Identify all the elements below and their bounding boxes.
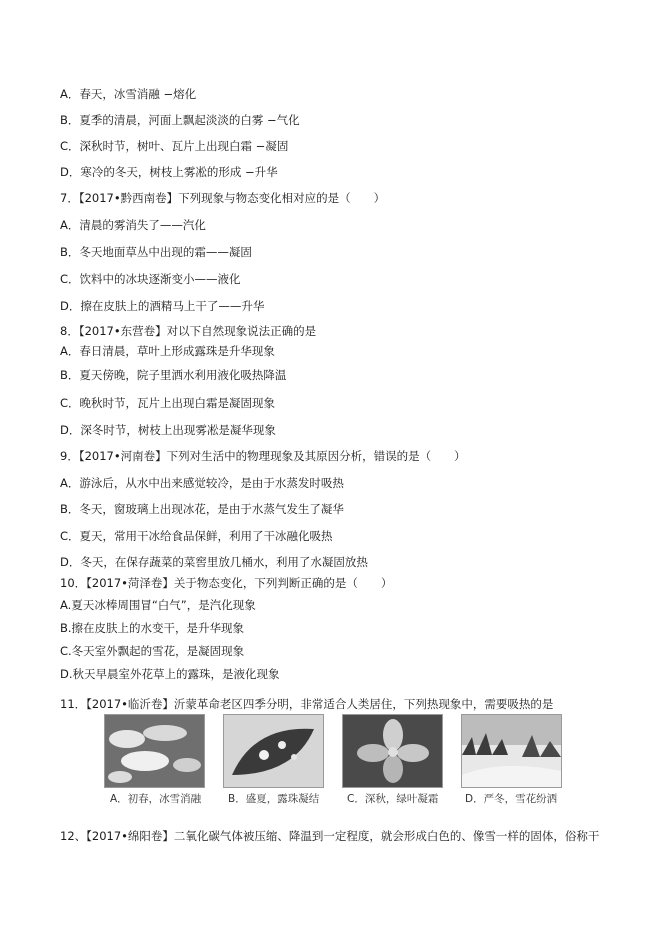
option-line: C.冬天室外飘起的雪花，是凝固现象 — [60, 644, 245, 658]
option-line: D.秋天早晨室外花草上的露珠，是液化现象 — [60, 667, 280, 681]
option-line: B.擦在皮肤上的水变干，是升华现象 — [60, 621, 245, 635]
photo-caption: A．初春，冰雪消融 — [110, 793, 202, 805]
question-12: 12、【2017•绵阳卷】二氧化碳气体被压缩、降温到一定程度，就会形成白色的、像雪一样的固体，俗称干 — [60, 829, 600, 843]
option-line: B．冬天，窗玻璃上出现冰花，是由于水蒸气发生了凝华 — [60, 502, 344, 516]
option-line: A．游泳后，从水中出来感觉较冷，是由于水蒸发时吸热 — [60, 476, 344, 490]
option-line: D．寒冷的冬天，树枝上雾凇的形成 −升华 — [60, 165, 278, 179]
option-line: B．夏季的清晨，河面上飘起淡淡的白雾 −气化 — [60, 113, 300, 127]
option-line: D．冬天，在保存蔬菜的菜窖里放几桶水，利用了水凝固放热 — [60, 555, 368, 569]
photo-snow-landscape — [461, 714, 562, 788]
option-line: D．深冬时节，树枝上出现雾凇是凝华现象 — [60, 423, 276, 437]
question-11: 11．【2017•临沂卷】沂蒙革命老区四季分明，非常适合人类居住，下列热现象中，需要吸热的是 — [60, 697, 554, 711]
question-9: 9．【2017•河南卷】下列对生活中的物理现象及其原因分析，错误的是（ ） — [60, 449, 466, 463]
option-line: C．晚秋时节，瓦片上出现白霜是凝固现象 — [60, 396, 276, 410]
option-line: C．夏天，常用干冰给食品保鲜，利用了干冰融化吸热 — [60, 529, 333, 543]
option-line: A．春日清晨，草叶上形成露珠是升华现象 — [60, 344, 275, 358]
photo-caption: B．盛夏，露珠凝结 — [228, 793, 320, 805]
option-line: D．擦在皮肤上的酒精马上干了——升华 — [60, 299, 265, 313]
photo-caption: C．深秋，绿叶凝霜 — [347, 793, 439, 805]
option-line: B．夏天傍晚，院子里洒水利用液化吸热降温 — [60, 368, 287, 382]
option-line: A.夏天冰棒周围冒“白气”，是汽化现象 — [60, 598, 256, 612]
option-line: A．清晨的雾消失了——汽化 — [60, 218, 206, 232]
photo-ice-melting — [104, 714, 205, 788]
question-8: 8．【2017•东营卷】对以下自然现象说法正确的是 — [60, 324, 317, 338]
photo-frost-leaves — [342, 714, 443, 788]
option-line: C．深秋时节，树叶、瓦片上出现白霜 −凝固 — [60, 139, 289, 153]
photo-dew-leaf — [223, 714, 324, 788]
option-line: A．春天，冰雪消融 −熔化 — [60, 87, 197, 101]
question-10: 10．【2017•菏泽卷】关于物态变化，下列判断正确的是（ ） — [60, 576, 393, 590]
season-photos — [104, 714, 560, 818]
option-line: C．饮料中的冰块逐渐变小——液化 — [60, 272, 241, 286]
option-line: B．冬天地面草丛中出现的霜——凝固 — [60, 245, 252, 259]
photo-caption: D．严冬，雪花纷洒 — [465, 793, 558, 805]
question-7: 7．【2017•黔西南卷】下列现象与物态变化相对应的是（ ） — [60, 191, 386, 205]
